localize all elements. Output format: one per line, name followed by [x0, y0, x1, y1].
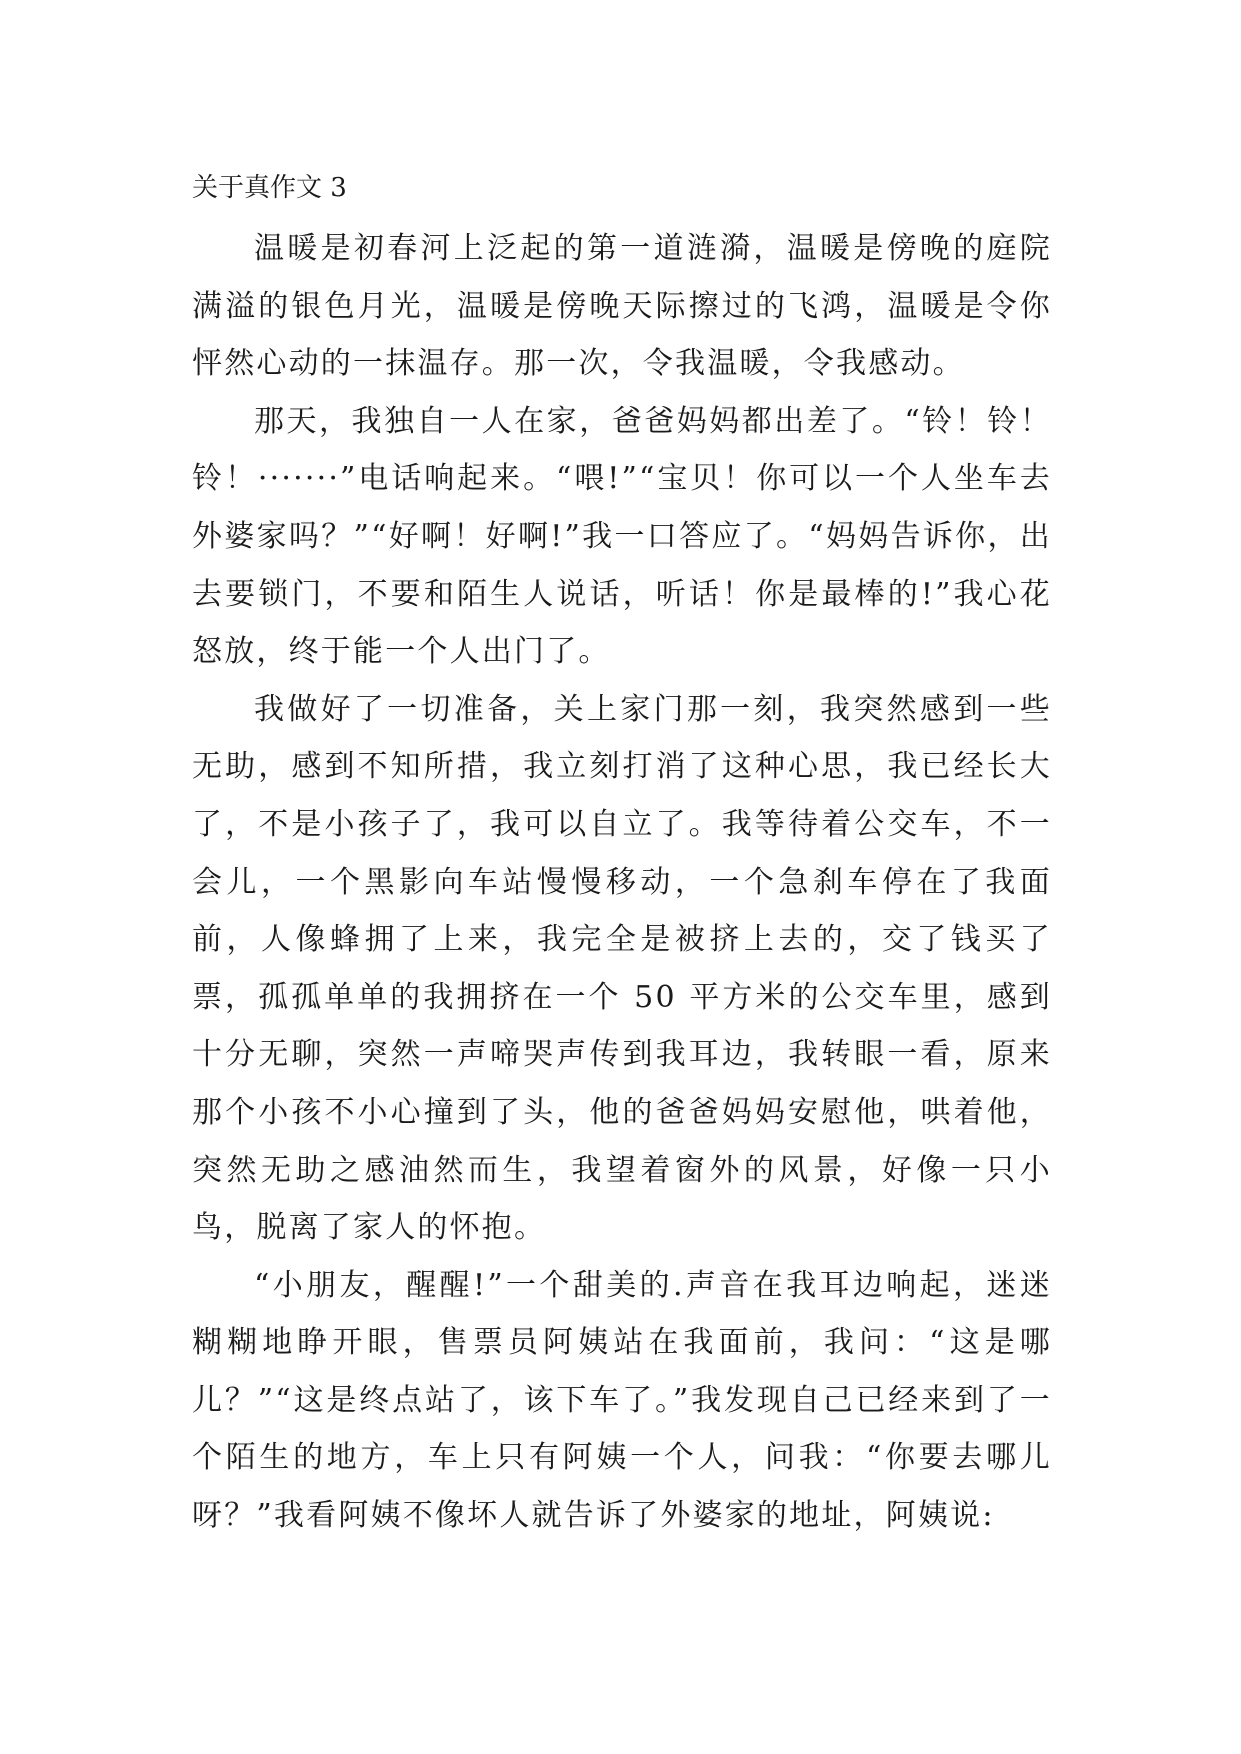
paragraph-4: “小朋友，醒醒!”一个甜美的.声音在我耳边响起，迷迷糊糊地睁开眼，售票员阿姨站在我面前，我问：“这是哪儿？”“这是终点站了，该下车了。”我发现自己已经来到了一个陌生的地方，车上只有阿姨一个人，问我：“你要去哪儿呀？”我看阿姨不像坏人就告诉了外婆家的地址，阿姨说:	[192, 1267, 1052, 1534]
paragraph-1: 温暖是初春河上泛起的第一道涟漪，温暖是傍晚的庭院满溢的银色月光，温暖是傍晚天际擦过的飞鸿，温暖是令你怦然心动的一抹温存。那一次，令我温暖，令我感动。	[192, 231, 1052, 382]
paragraph-3: 我做好了一切准备，关上家门那一刻，我突然感到一些无助，感到不知所措，我立刻打消了这种心思，我已经长大了，不是小孩子了，我可以自立了。我等待着公交车，不一会儿，一个黑影向车站慢慢移动，一个急刹车停在了我面前，人像蜂拥了上来，我完全是被挤上去的，交了钱买了票，孤孤单单的我拥挤在一个 50 平方米的公交车里，感到十分无聊，突然一声啼哭声传到我耳边，我转眼一看，原来那个小孩不小心撞到了头，他的爸爸妈妈安慰他，哄着他，突然无助之感油然而生，我望着窗外的风景，好像一只小鸟，脱离了家人的怀抱。	[192, 691, 1052, 1246]
paragraph-2: 那天，我独自一人在家，爸爸妈妈都出差了。“铃！铃！铃！·······”电话响起来。“喂!”“宝贝！你可以一个人坐车去外婆家吗？”“好啊！好啊!”我一口答应了。“妈妈告诉你，出去要锁门，不要和陌生人说话，听话！你是最棒的!”我心花怒放，终于能一个人出门了。	[192, 403, 1052, 670]
document-body	[192, 220, 1052, 1545]
document-title: 关于真作文 3	[192, 173, 347, 203]
